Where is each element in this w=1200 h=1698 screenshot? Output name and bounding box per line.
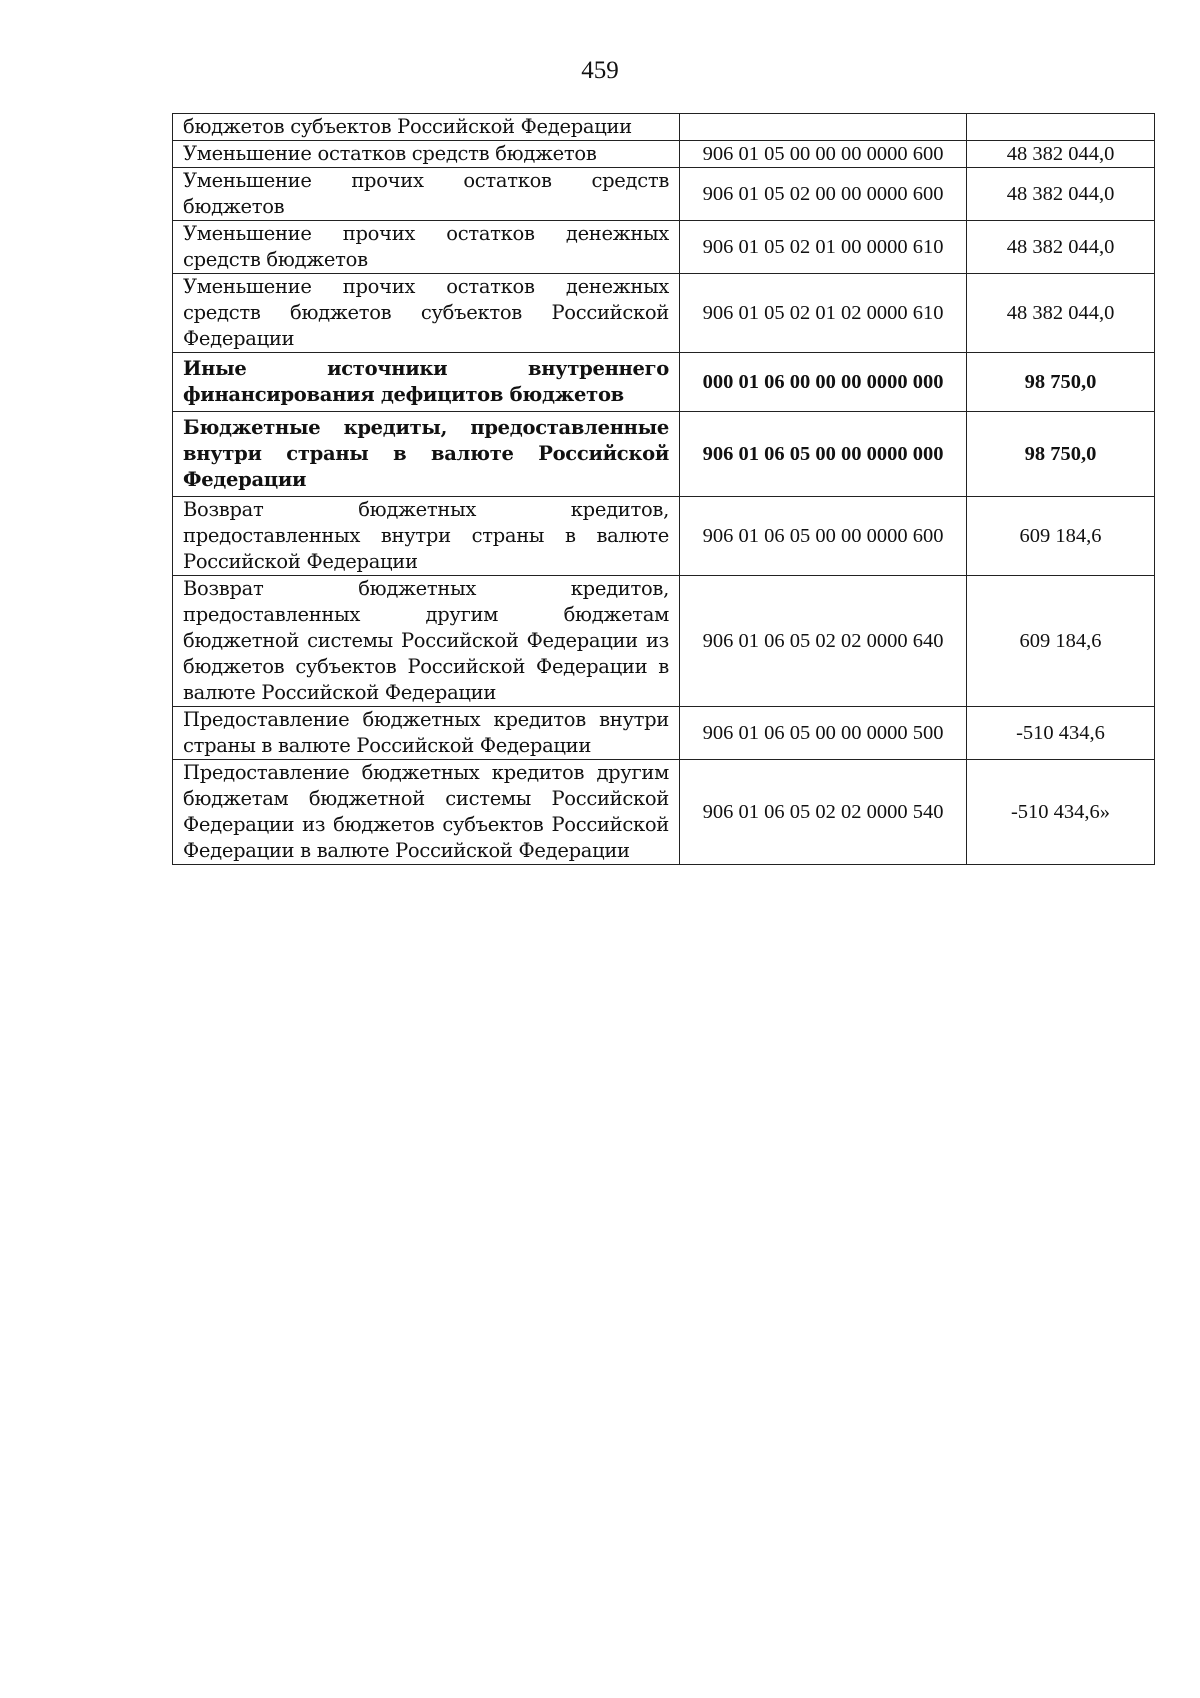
row-code: 906 01 05 02 00 00 0000 600: [680, 168, 967, 221]
table-row: [173, 353, 1155, 412]
row-amount: -510 434,6»: [967, 760, 1155, 865]
row-amount: 48 382 044,0: [967, 221, 1155, 274]
row-amount: 48 382 044,0: [967, 168, 1155, 221]
row-amount: 48 382 044,0: [967, 141, 1155, 168]
row-code: 906 01 06 05 00 00 0000 600: [680, 497, 967, 576]
row-description: Предоставление бюджетных кредитов другим бюджетам бюджетной системы Российской Федерации из бюджетов субъектов Российской Федерации в валюте Российской Федерации: [173, 760, 680, 865]
budget-sources-table: [172, 113, 1155, 865]
table-row: [173, 412, 1155, 497]
row-description: Бюджетные кредиты, предоставленные внутри страны в валюте Российской Федерации: [173, 412, 680, 497]
row-code: 906 01 06 05 02 02 0000 640: [680, 576, 967, 707]
table-row: [173, 141, 1155, 168]
table-row: [173, 707, 1155, 760]
row-description: Уменьшение остатков средств бюджетов: [173, 141, 680, 168]
table-row: [173, 168, 1155, 221]
page-number: 459: [581, 57, 619, 84]
row-amount: 48 382 044,0: [967, 274, 1155, 353]
table-row: [173, 497, 1155, 576]
row-description: Возврат бюджетных кредитов, предоставленных внутри страны в валюте Российской Федерации: [173, 497, 680, 576]
row-description: Уменьшение прочих остатков денежных средств бюджетов субъектов Российской Федерации: [173, 274, 680, 353]
row-amount: 98 750,0: [967, 353, 1155, 412]
row-description: Иные источники внутреннего финансирования дефицитов бюджетов: [173, 353, 680, 412]
row-description: Возврат бюджетных кредитов, предоставленных другим бюджетам бюджетной системы Российской Федерации из бюджетов субъектов Российской Федерации в валюте Российской Федерации: [173, 576, 680, 707]
table-row: [173, 760, 1155, 865]
row-description: бюджетов субъектов Российской Федерации: [173, 114, 680, 141]
row-description: Предоставление бюджетных кредитов внутри страны в валюте Российской Федерации: [173, 707, 680, 760]
table-row: [173, 274, 1155, 353]
row-code: 906 01 05 02 01 02 0000 610: [680, 274, 967, 353]
row-amount: 609 184,6: [967, 497, 1155, 576]
row-code: 906 01 06 05 00 00 0000 500: [680, 707, 967, 760]
row-code: 000 01 06 00 00 00 0000 000: [680, 353, 967, 412]
row-code: 906 01 06 05 00 00 0000 000: [680, 412, 967, 497]
row-amount: [967, 114, 1155, 141]
row-description: Уменьшение прочих остатков средств бюджетов: [173, 168, 680, 221]
row-code: 906 01 05 02 01 00 0000 610: [680, 221, 967, 274]
table-row: [173, 576, 1155, 707]
row-code: 906 01 06 05 02 02 0000 540: [680, 760, 967, 865]
row-amount: 609 184,6: [967, 576, 1155, 707]
row-code: [680, 114, 967, 141]
row-description: Уменьшение прочих остатков денежных средств бюджетов: [173, 221, 680, 274]
row-amount: 98 750,0: [967, 412, 1155, 497]
row-code: 906 01 05 00 00 00 0000 600: [680, 141, 967, 168]
table-row: [173, 221, 1155, 274]
table-row: [173, 114, 1155, 141]
row-amount: -510 434,6: [967, 707, 1155, 760]
